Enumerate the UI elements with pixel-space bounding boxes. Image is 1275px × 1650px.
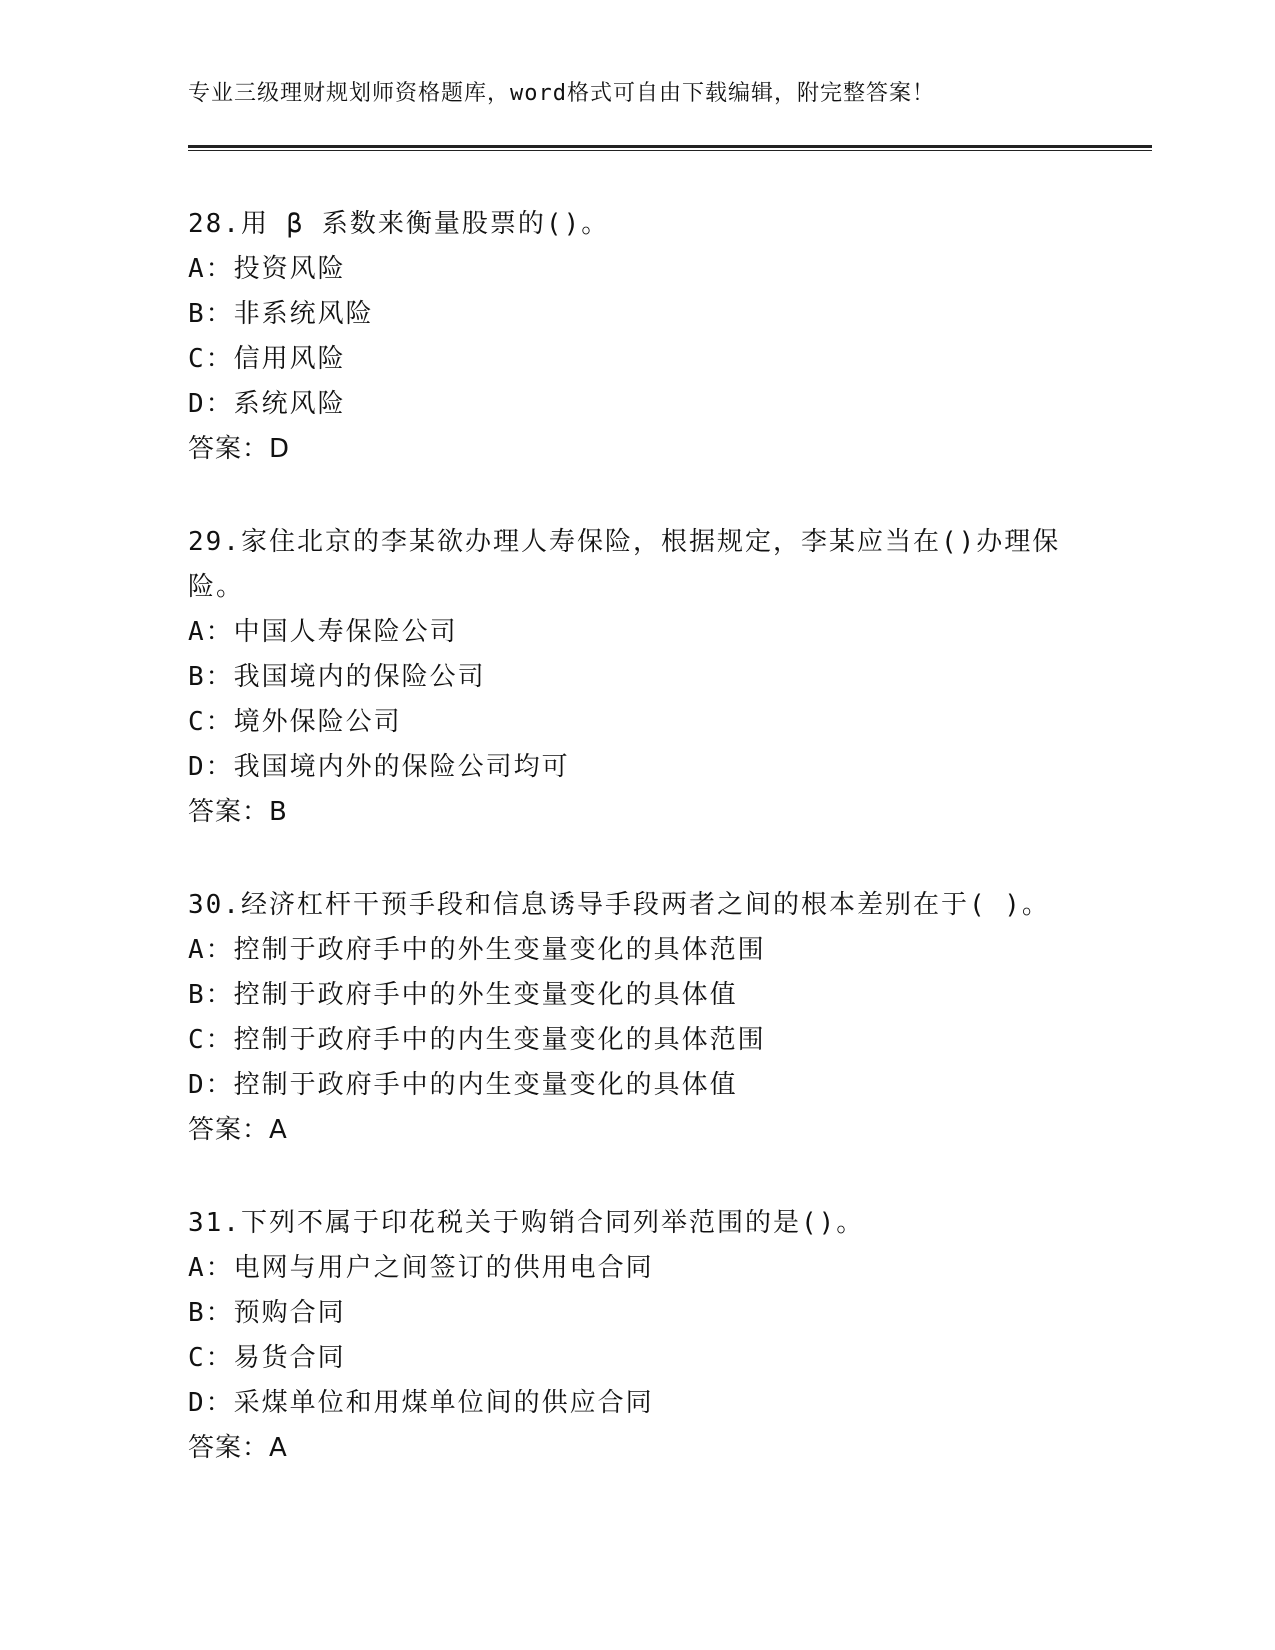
option-d: D：系统风险	[188, 389, 346, 419]
answer: 答案：A	[188, 1433, 288, 1463]
question-stem: 31.下列不属于印花税关于购销合同列举范围的是()。	[188, 1208, 865, 1238]
question-stem: 30.经济杠杆干预手段和信息诱导手段两者之间的根本差别在于( )。	[188, 890, 1050, 920]
option-b: B：控制于政府手中的外生变量变化的具体值	[188, 980, 738, 1010]
question-29	[188, 520, 1088, 835]
option-b: B：非系统风险	[188, 299, 374, 329]
option-d: D：采煤单位和用煤单位间的供应合同	[188, 1388, 654, 1418]
option-b: B：预购合同	[188, 1298, 346, 1328]
option-d: D：控制于政府手中的内生变量变化的具体值	[188, 1070, 738, 1100]
question-31	[188, 1201, 1088, 1471]
question-28	[188, 202, 1088, 472]
option-a: A：中国人寿保险公司	[188, 617, 458, 647]
answer: 答案：A	[188, 1115, 288, 1145]
header-rule-thin	[188, 150, 1152, 151]
page-header: 专业三级理财规划师资格题库，word格式可自由下载编辑，附完整答案！	[188, 81, 935, 106]
option-a: A：电网与用户之间签订的供用电合同	[188, 1253, 654, 1283]
answer: 答案：B	[188, 797, 288, 827]
option-b: B：我国境内的保险公司	[188, 662, 486, 692]
question-stem: 29.家住北京的李某欲办理人寿保险，根据规定，李某应当在()办理保险。	[188, 527, 1061, 602]
option-c: C：信用风险	[188, 344, 346, 374]
question-stem: 28.用 β 系数来衡量股票的()。	[188, 209, 610, 239]
option-c: C：易货合同	[188, 1343, 346, 1373]
option-a: A：投资风险	[188, 254, 346, 284]
option-c: C：境外保险公司	[188, 707, 402, 737]
header-rule-thick	[188, 145, 1152, 148]
question-30	[188, 883, 1088, 1153]
answer: 答案：D	[188, 434, 291, 464]
option-a: A：控制于政府手中的外生变量变化的具体范围	[188, 935, 766, 965]
option-d: D：我国境内外的保险公司均可	[188, 752, 570, 782]
option-c: C：控制于政府手中的内生变量变化的具体范围	[188, 1025, 766, 1055]
